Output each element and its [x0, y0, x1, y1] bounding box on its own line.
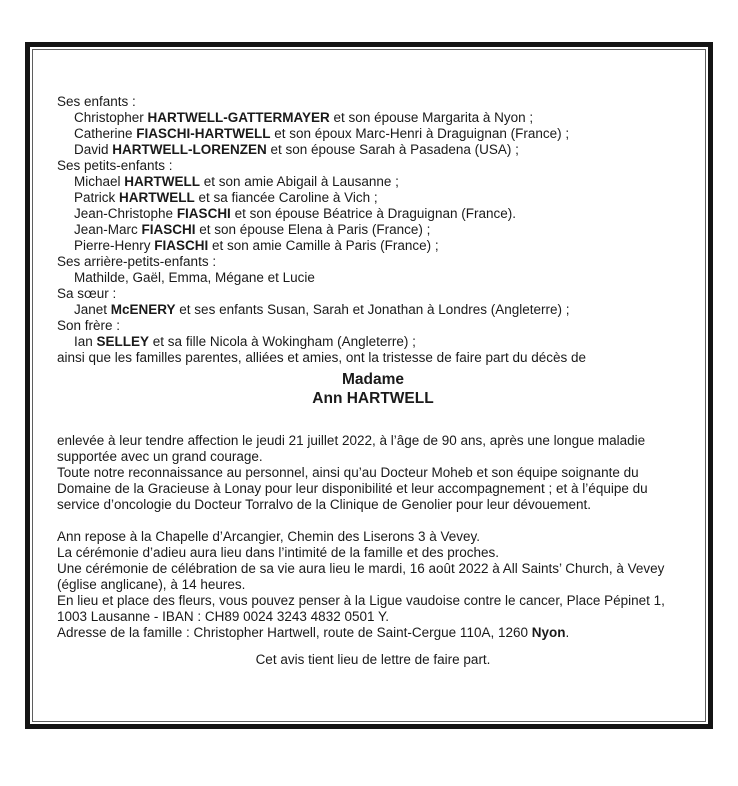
notice-content	[33, 50, 705, 668]
emphasized-name: FIASCHI	[141, 222, 196, 237]
emphasized-name: McENERY	[110, 302, 176, 317]
text-segment: Michael	[74, 174, 125, 189]
text-line	[57, 449, 689, 465]
emphasized-name: HARTWELL-LORENZEN	[112, 142, 267, 157]
text-line	[57, 94, 689, 110]
text-line	[57, 270, 689, 286]
text-line	[57, 334, 689, 350]
text-line	[57, 497, 689, 513]
text-line	[57, 350, 689, 366]
text-segment: Une cérémonie de célébration de sa vie aura lieu le mardi, 16 août 2022 à All Saints’ Church, à Vevey	[57, 561, 665, 576]
emphasized-name: HARTWELL	[124, 174, 201, 189]
text-segment: David	[74, 142, 113, 157]
ceremony-paragraph	[57, 529, 689, 641]
text-segment: supportée avec un grand courage.	[57, 449, 263, 464]
text-line	[57, 593, 689, 609]
family-list	[57, 94, 689, 366]
text-line	[57, 238, 689, 254]
text-segment: et sa fiancée Caroline à Vich ;	[194, 190, 378, 205]
text-segment: et son amie Camille à Paris (France) ;	[208, 238, 439, 253]
text-line	[57, 529, 689, 545]
text-line	[57, 481, 689, 497]
text-line	[57, 110, 689, 126]
text-segment: Pierre-Henry	[74, 238, 155, 253]
text-segment: Ses petits-enfants :	[57, 158, 173, 173]
text-segment: et sa fille Nicola à Wokingham (Angleterre) ;	[149, 334, 416, 349]
text-segment: Janet	[74, 302, 111, 317]
emphasized-name: HARTWELL-GATTERMAYER	[147, 110, 330, 125]
text-segment: Christopher	[74, 110, 148, 125]
text-segment: Mathilde, Gaël, Emma, Mégane et Lucie	[74, 270, 315, 285]
text-line	[57, 206, 689, 222]
tribute-paragraph	[57, 433, 689, 513]
text-line	[57, 302, 689, 318]
text-line	[57, 126, 689, 142]
emphasized-name: FIASCHI	[176, 206, 231, 221]
text-segment: Jean-Marc	[74, 222, 142, 237]
text-segment: Ian	[74, 334, 97, 349]
emphasized-name: HARTWELL	[119, 190, 195, 205]
text-segment: (église anglicane), à 14 heures.	[57, 577, 246, 592]
text-line	[57, 142, 689, 158]
text-line	[57, 465, 689, 481]
text-segment: Toute notre reconnaissance au personnel, ainsi qu’au Docteur Moheb et son équipe soignante du	[57, 465, 639, 480]
text-line	[57, 174, 689, 190]
text-segment: .	[565, 625, 570, 640]
text-line	[57, 318, 689, 334]
text-line	[57, 254, 689, 270]
text-segment: Ann repose à la Chapelle d’Arcangier, Chemin des Liserons 3 à Vevey.	[57, 529, 481, 544]
text-segment: La cérémonie d’adieu aura lieu dans l’intimité de la famille et des proches.	[57, 545, 499, 560]
emphasized-name: Nyon	[531, 625, 566, 640]
text-segment: Catherine	[74, 126, 137, 141]
text-segment: Domaine de la Gracieuse à Lonay pour leur disponibilité et leur accompagnement ; et à l’équipe du	[57, 481, 648, 496]
text-segment: et son époux Marc-Henri à Draguignan (France) ;	[270, 126, 570, 141]
deceased-title-block	[57, 370, 689, 408]
text-segment: Jean-Christophe	[74, 206, 177, 221]
closing-line: Cet avis tient lieu de lettre de faire part.	[255, 652, 491, 667]
deceased-honorific: Madame	[341, 371, 405, 388]
text-line	[57, 286, 689, 302]
emphasized-name: FIASCHI	[154, 238, 209, 253]
text-line	[57, 609, 689, 625]
text-segment: et ses enfants Susan, Sarah et Jonathan à Londres (Angleterre) ;	[175, 302, 570, 317]
text-segment: et son épouse Elena à Paris (France) ;	[195, 222, 431, 237]
text-segment: Ses enfants :	[57, 94, 136, 109]
text-segment: ainsi que les familles parentes, alliées et amies, ont la tristesse de faire part du décès de	[57, 350, 587, 365]
text-line	[57, 222, 689, 238]
text-line	[57, 158, 689, 174]
text-segment: et son épouse Sarah à Pasadena (USA) ;	[266, 142, 519, 157]
text-segment: et son épouse Béatrice à Draguignan (France).	[230, 206, 516, 221]
text-line	[57, 561, 689, 577]
text-line	[57, 433, 689, 449]
mourning-frame-inner-line	[32, 49, 706, 722]
mourning-frame	[25, 42, 713, 729]
text-segment: 1003 Lausanne - IBAN : CH89 0024 3243 4832 0501 Y.	[57, 609, 390, 624]
text-segment: Sa sœur :	[57, 286, 117, 301]
text-segment: service d’oncologie du Docteur Torralvo de la Clinique de Genolier pour leur dévouement.	[57, 497, 592, 512]
text-segment: Ses arrière-petits-enfants :	[57, 254, 217, 269]
deceased-name: Ann HARTWELL	[312, 390, 434, 407]
text-segment: En lieu et place des fleurs, vous pouvez penser à la Ligue vaudoise contre le cancer, Place Pépinet 1,	[57, 593, 665, 608]
text-line	[57, 577, 689, 593]
text-line	[57, 545, 689, 561]
text-segment: et son épouse Margarita à Nyon ;	[329, 110, 534, 125]
text-segment: Patrick	[74, 190, 120, 205]
text-segment: et son amie Abigail à Lausanne ;	[200, 174, 399, 189]
text-line	[57, 190, 689, 206]
text-segment: enlevée à leur tendre affection le jeudi 21 juillet 2022, à l’âge de 90 ans, après une longue maladie	[57, 433, 646, 448]
text-segment: Son frère :	[57, 318, 121, 333]
emphasized-name: SELLEY	[96, 334, 150, 349]
text-line	[57, 625, 689, 641]
emphasized-name: FIASCHI-HARTWELL	[136, 126, 271, 141]
text-segment: Adresse de la famille : Christopher Hartwell, route de Saint-Cergue 110A, 1260	[57, 625, 532, 640]
